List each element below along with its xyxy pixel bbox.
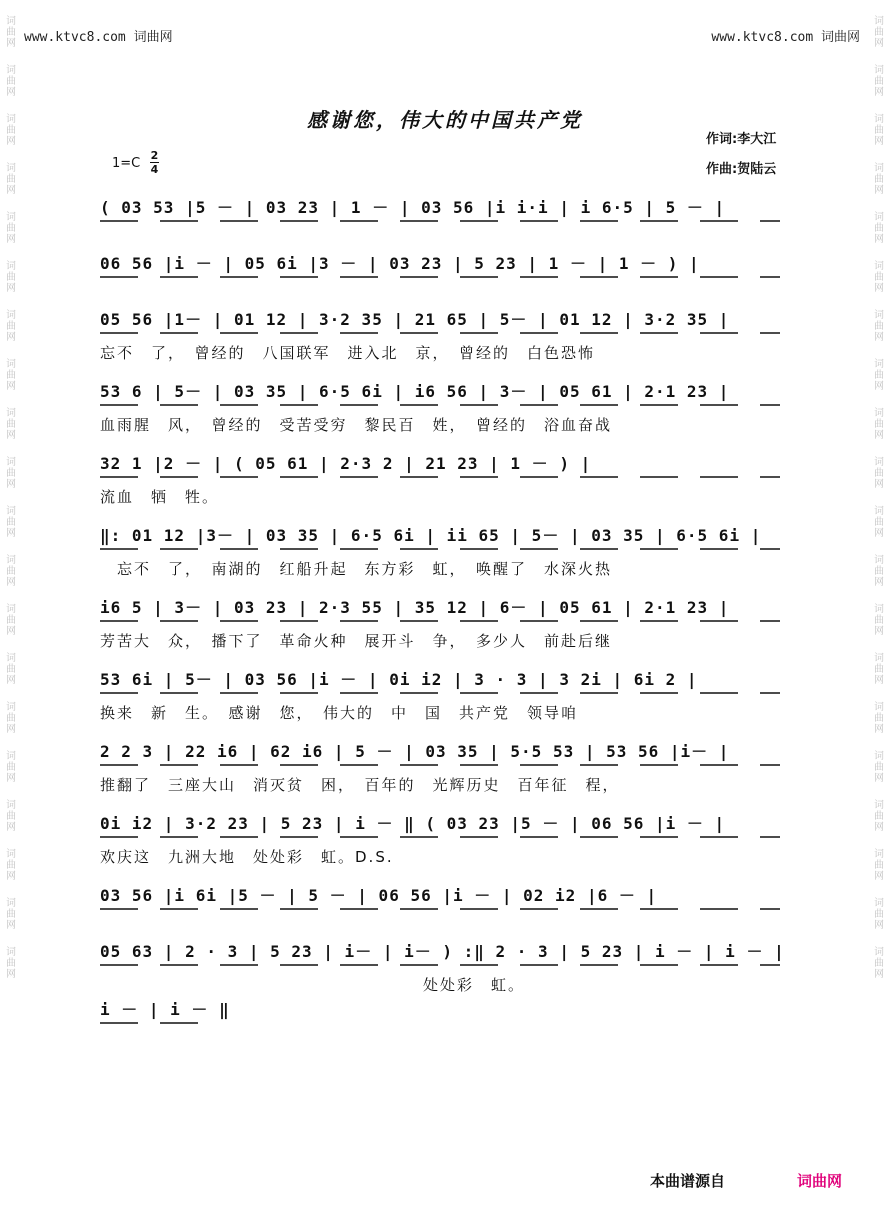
watermark-glyph: 网 — [874, 283, 884, 294]
watermark-glyph: 词 — [874, 751, 884, 762]
score-system — [100, 372, 790, 434]
watermark-glyph: 网 — [6, 626, 16, 637]
watermark-glyph: 曲 — [874, 958, 884, 969]
watermark-glyph: 网 — [874, 38, 884, 49]
beam-underlines — [100, 372, 790, 408]
watermark-glyph: 曲 — [874, 468, 884, 479]
watermark-glyph: 网 — [874, 920, 884, 931]
lyrics-line: 换来 新 生。 感谢 您， 伟大的 中 国 共产党 领导咱 — [100, 704, 579, 722]
watermark-glyph: 词 — [874, 16, 884, 27]
watermark-glyph: 曲 — [6, 566, 16, 577]
notation-text: i6 5 | 3－ | 03 23 | 2·3 55 | 35 12 | 6－ | 05 61 | 2·1 23 | — [100, 598, 730, 617]
watermark-glyph: 网 — [874, 479, 884, 490]
watermark-glyph: 曲 — [6, 860, 16, 871]
notation-text: 32 1 |2 － | ( 05 61 | 2·3 2 | 21 23 | 1 － ) | — [100, 454, 592, 473]
notation-text: 06 56 |i － | 05 6i |3 － | 03 23 | 5 23 | 1 － | 1 － ) | — [100, 254, 700, 273]
watermark-glyph: 词 — [6, 506, 16, 517]
score-system — [100, 588, 790, 650]
score-system — [100, 300, 790, 362]
score-system — [100, 660, 790, 722]
watermark-glyph: 曲 — [6, 664, 16, 675]
watermark-glyph: 词 — [6, 947, 16, 958]
watermark-glyph: 词 — [874, 163, 884, 174]
watermark-glyph: 词 — [6, 849, 16, 860]
time-signature — [150, 150, 159, 175]
notation-text: 05 63 | 2 · 3 | 5 23 | i－ | i－ ) :‖ 2 · 3 | 5 23 | i － | i － | — [100, 942, 785, 961]
watermark-glyph: 网 — [6, 381, 16, 392]
lyrics-line: 处处彩 虹。 — [100, 976, 526, 994]
watermark-glyph: 网 — [874, 577, 884, 588]
composer-credit: 作曲:贺陆云 — [706, 162, 777, 177]
watermark-glyph: 曲 — [6, 615, 16, 626]
watermark-glyph: 词 — [6, 114, 16, 125]
score-system — [100, 932, 790, 994]
song-title: 感谢您，伟大的中国共产党 — [307, 108, 583, 132]
beam-underlines — [100, 244, 790, 280]
watermark-glyph: 网 — [6, 920, 16, 931]
watermark-glyph: 词 — [6, 898, 16, 909]
watermark-glyph: 网 — [874, 724, 884, 735]
watermark-glyph: 网 — [6, 724, 16, 735]
watermark-glyph: 网 — [874, 528, 884, 539]
watermark-glyph: 网 — [6, 773, 16, 784]
score-system — [100, 516, 790, 578]
watermark-glyph: 网 — [6, 479, 16, 490]
watermark-glyph: 词 — [6, 702, 16, 713]
score-system — [100, 804, 790, 866]
beam-underlines — [100, 990, 790, 1026]
watermark-glyph: 词 — [874, 947, 884, 958]
watermark-glyph: 网 — [874, 234, 884, 245]
watermark-glyph: 网 — [874, 969, 884, 980]
watermark-glyph: 曲 — [874, 762, 884, 773]
watermark-glyph: 曲 — [874, 125, 884, 136]
watermark-glyph: 曲 — [874, 713, 884, 724]
watermark-glyph: 网 — [6, 871, 16, 882]
watermark-glyph: 曲 — [6, 958, 16, 969]
watermark-glyph: 曲 — [6, 811, 16, 822]
watermark-glyph: 曲 — [6, 468, 16, 479]
watermark-glyph: 词 — [6, 359, 16, 370]
key-signature: 1=C — [112, 156, 141, 171]
score-system — [100, 876, 790, 906]
watermark-glyph: 词 — [6, 751, 16, 762]
notation-text: i － | i － ‖ — [100, 1000, 230, 1019]
watermark-glyph: 曲 — [6, 27, 16, 38]
watermark-glyph: 曲 — [874, 811, 884, 822]
lyrics-line: 流血 牺 牲。 — [100, 488, 220, 506]
watermark-glyph: 网 — [6, 87, 16, 98]
watermark-glyph: 曲 — [874, 76, 884, 87]
notation-text: ‖: 01 12 |3－ | 03 35 | 6·5 6i | ii 65 | 5－ | 03 35 | 6·5 6i | — [100, 526, 762, 545]
watermark-glyph: 词 — [874, 310, 884, 321]
watermark-glyph: 词 — [874, 65, 884, 76]
watermark-glyph: 曲 — [6, 272, 16, 283]
watermark-glyph: 网 — [6, 822, 16, 833]
beam-underlines — [100, 188, 790, 224]
meter-top: 2 — [150, 149, 159, 162]
left-watermark-strip — [2, 0, 20, 1218]
lyrics-line: 忘不 了， 南湖的 红船升起 东方彩 虹， 唤醒了 水深火热 — [100, 560, 613, 578]
watermark-glyph: 网 — [874, 185, 884, 196]
watermark-glyph: 网 — [6, 234, 16, 245]
watermark-glyph: 词 — [6, 408, 16, 419]
source-name[interactable]: 词曲网 — [797, 1172, 843, 1190]
watermark-glyph: 词 — [6, 555, 16, 566]
watermark-glyph: 网 — [874, 87, 884, 98]
watermark-glyph: 曲 — [874, 517, 884, 528]
notation-text: 53 6 | 5－ | 03 35 | 6·5 6i | i6 56 | 3－ | 05 61 | 2·1 23 | — [100, 382, 730, 401]
watermark-glyph: 曲 — [6, 713, 16, 724]
notation-text: 03 56 |i 6i |5 － | 5 － | 06 56 |i － | 02 i2 |6 － | — [100, 886, 658, 905]
watermark-glyph: 词 — [6, 163, 16, 174]
watermark-glyph: 网 — [6, 528, 16, 539]
watermark-glyph: 网 — [6, 675, 16, 686]
notation-text: 0i i2 | 3·2 23 | 5 23 | i － ‖ ( 03 23 |5 － | 06 56 |i － | — [100, 814, 726, 833]
watermark-glyph: 网 — [6, 185, 16, 196]
lyrics-line: 推翻了 三座大山 消灭贫 困， 百年的 光辉历史 百年征 程， — [100, 776, 620, 794]
watermark-glyph: 曲 — [874, 860, 884, 871]
watermark-glyph: 曲 — [6, 76, 16, 87]
score-system — [100, 244, 790, 274]
watermark-glyph: 曲 — [874, 27, 884, 38]
watermark-glyph: 词 — [6, 653, 16, 664]
watermark-glyph: 词 — [6, 261, 16, 272]
header-url-right[interactable]: www.ktvc8.com 词曲网 — [711, 30, 860, 45]
watermark-glyph: 词 — [874, 114, 884, 125]
watermark-glyph: 曲 — [874, 664, 884, 675]
watermark-glyph: 曲 — [874, 272, 884, 283]
right-watermark-strip — [870, 0, 888, 1218]
watermark-glyph: 网 — [874, 381, 884, 392]
watermark-glyph: 网 — [6, 283, 16, 294]
watermark-glyph: 词 — [874, 506, 884, 517]
watermark-glyph: 曲 — [6, 419, 16, 430]
watermark-glyph: 词 — [874, 261, 884, 272]
watermark-glyph: 网 — [874, 871, 884, 882]
beam-underlines — [100, 300, 790, 336]
watermark-glyph: 词 — [6, 800, 16, 811]
watermark-glyph: 词 — [874, 653, 884, 664]
watermark-glyph: 词 — [6, 212, 16, 223]
watermark-glyph: 词 — [6, 457, 16, 468]
watermark-glyph: 曲 — [6, 370, 16, 381]
watermark-glyph: 网 — [6, 577, 16, 588]
watermark-glyph: 曲 — [874, 223, 884, 234]
watermark-glyph: 曲 — [874, 566, 884, 577]
watermark-glyph: 词 — [874, 702, 884, 713]
watermark-glyph: 网 — [6, 969, 16, 980]
notation-text: 05 56 |1－ | 01 12 | 3·2 35 | 21 65 | 5－ | 01 12 | 3·2 35 | — [100, 310, 730, 329]
watermark-glyph: 曲 — [6, 125, 16, 136]
watermark-glyph: 网 — [874, 773, 884, 784]
watermark-glyph: 词 — [6, 16, 16, 27]
watermark-glyph: 曲 — [6, 223, 16, 234]
watermark-glyph: 词 — [874, 359, 884, 370]
watermark-glyph: 曲 — [6, 174, 16, 185]
beam-underlines — [100, 588, 790, 624]
beam-underlines — [100, 732, 790, 768]
watermark-glyph: 词 — [874, 555, 884, 566]
watermark-glyph: 曲 — [874, 909, 884, 920]
meter-bottom: 4 — [150, 163, 159, 176]
watermark-glyph: 词 — [874, 212, 884, 223]
score-system — [100, 990, 790, 1020]
watermark-glyph: 曲 — [874, 615, 884, 626]
watermark-glyph: 曲 — [874, 321, 884, 332]
lyricist-credit: 作词:李大江 — [706, 132, 777, 147]
watermark-glyph: 曲 — [874, 370, 884, 381]
watermark-glyph: 网 — [874, 822, 884, 833]
beam-underlines — [100, 932, 790, 968]
watermark-glyph: 网 — [874, 136, 884, 147]
lyrics-line: 欢庆这 九洲大地 处处彩 虹。D.S. — [100, 848, 394, 866]
beam-underlines — [100, 876, 790, 912]
watermark-glyph: 词 — [874, 457, 884, 468]
watermark-glyph: 曲 — [874, 419, 884, 430]
watermark-glyph: 词 — [6, 65, 16, 76]
source-label: 本曲谱源自 — [650, 1172, 726, 1190]
watermark-glyph: 网 — [874, 430, 884, 441]
watermark-glyph: 词 — [6, 310, 16, 321]
watermark-glyph: 词 — [874, 849, 884, 860]
score-system — [100, 732, 790, 794]
watermark-glyph: 网 — [6, 332, 16, 343]
lyrics-line: 血雨腥 风， 曾经的 受苦受穷 黎民百 姓， 曾经的 浴血奋战 — [100, 416, 613, 434]
watermark-glyph: 词 — [874, 604, 884, 615]
beam-underlines — [100, 804, 790, 840]
header-url-left[interactable]: www.ktvc8.com 词曲网 — [24, 30, 173, 45]
watermark-glyph: 网 — [874, 626, 884, 637]
watermark-glyph: 曲 — [6, 762, 16, 773]
watermark-glyph: 曲 — [6, 321, 16, 332]
lyrics-line: 芳苦大 众， 播下了 革命火种 展开斗 争， 多少人 前赴后继 — [100, 632, 613, 650]
watermark-glyph: 网 — [874, 332, 884, 343]
notation-text: ( 03 53 |5 － | 03 23 | 1 － | 03 56 |i i·i | i 6·5 | 5 － | — [100, 198, 726, 217]
score-system — [100, 188, 790, 218]
watermark-glyph: 词 — [6, 604, 16, 615]
watermark-glyph: 网 — [874, 675, 884, 686]
score-system — [100, 444, 790, 506]
beam-underlines — [100, 444, 790, 480]
watermark-glyph: 曲 — [6, 517, 16, 528]
beam-underlines — [100, 516, 790, 552]
watermark-glyph: 网 — [6, 430, 16, 441]
lyrics-line: 忘不 了， 曾经的 八国联军 进入北 京， 曾经的 白色恐怖 — [100, 344, 596, 362]
notation-text: 53 6i | 5－ | 03 56 |i － | 0i i2 | 3 · 3 | 3 2i | 6i 2 | — [100, 670, 698, 689]
watermark-glyph: 词 — [874, 408, 884, 419]
beam-underlines — [100, 660, 790, 696]
watermark-glyph: 词 — [874, 800, 884, 811]
watermark-glyph: 曲 — [874, 174, 884, 185]
notation-text: 2 2 3 | 22 i6 | 62 i6 | 5 － | 03 35 | 5·5 53 | 53 56 |i－ | — [100, 742, 730, 761]
watermark-glyph: 词 — [874, 898, 884, 909]
watermark-glyph: 网 — [6, 38, 16, 49]
watermark-glyph: 曲 — [6, 909, 16, 920]
watermark-glyph: 网 — [6, 136, 16, 147]
